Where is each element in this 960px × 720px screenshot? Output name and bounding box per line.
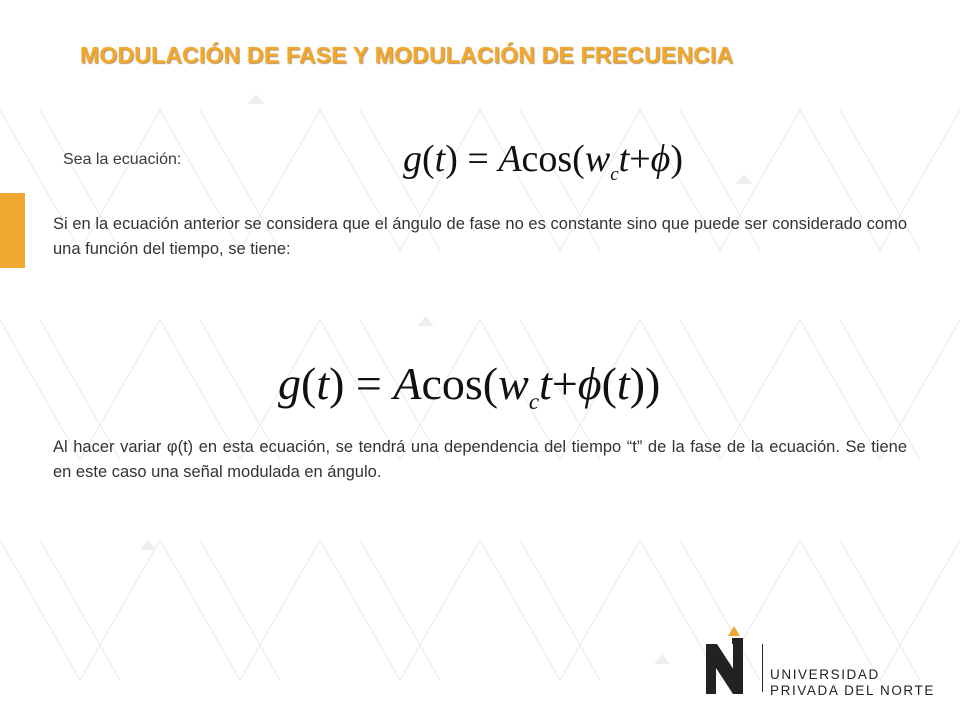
logo-line-2: PRIVADA DEL NORTE — [770, 683, 935, 698]
logo-n-mark-icon — [700, 620, 760, 700]
paragraph-angle-modulation: Al hacer variar φ(t) en esta ecuación, se tendrá una dependencia del tiempo “t” de la fase de la ecuación. Se tiene en este caso una señal modulada en ángulo. — [53, 438, 907, 481]
paragraph-phase-function: Si en la ecuación anterior se considera que el ángulo de fase no es constante sino que puede ser considerado como una función del tiempo, se tiene: — [53, 215, 907, 258]
logo-divider — [762, 644, 763, 692]
university-logo — [700, 620, 950, 700]
slide-title: MODULACIÓN DE FASE Y MODULACIÓN DE FRECUENCIA — [80, 42, 734, 68]
logo-wordmark — [770, 667, 950, 699]
equation-angle-modulated: $g(t) = Acos(w_ct+\phi(t))$ — [278, 358, 661, 415]
equation-phase: $g(t) = Acos(w_ct+\phi)$ — [403, 138, 683, 185]
logo-line-1: UNIVERSIDAD — [770, 667, 880, 682]
accent-bar — [0, 193, 25, 268]
intro-label: Sea la ecuación: — [63, 151, 182, 168]
